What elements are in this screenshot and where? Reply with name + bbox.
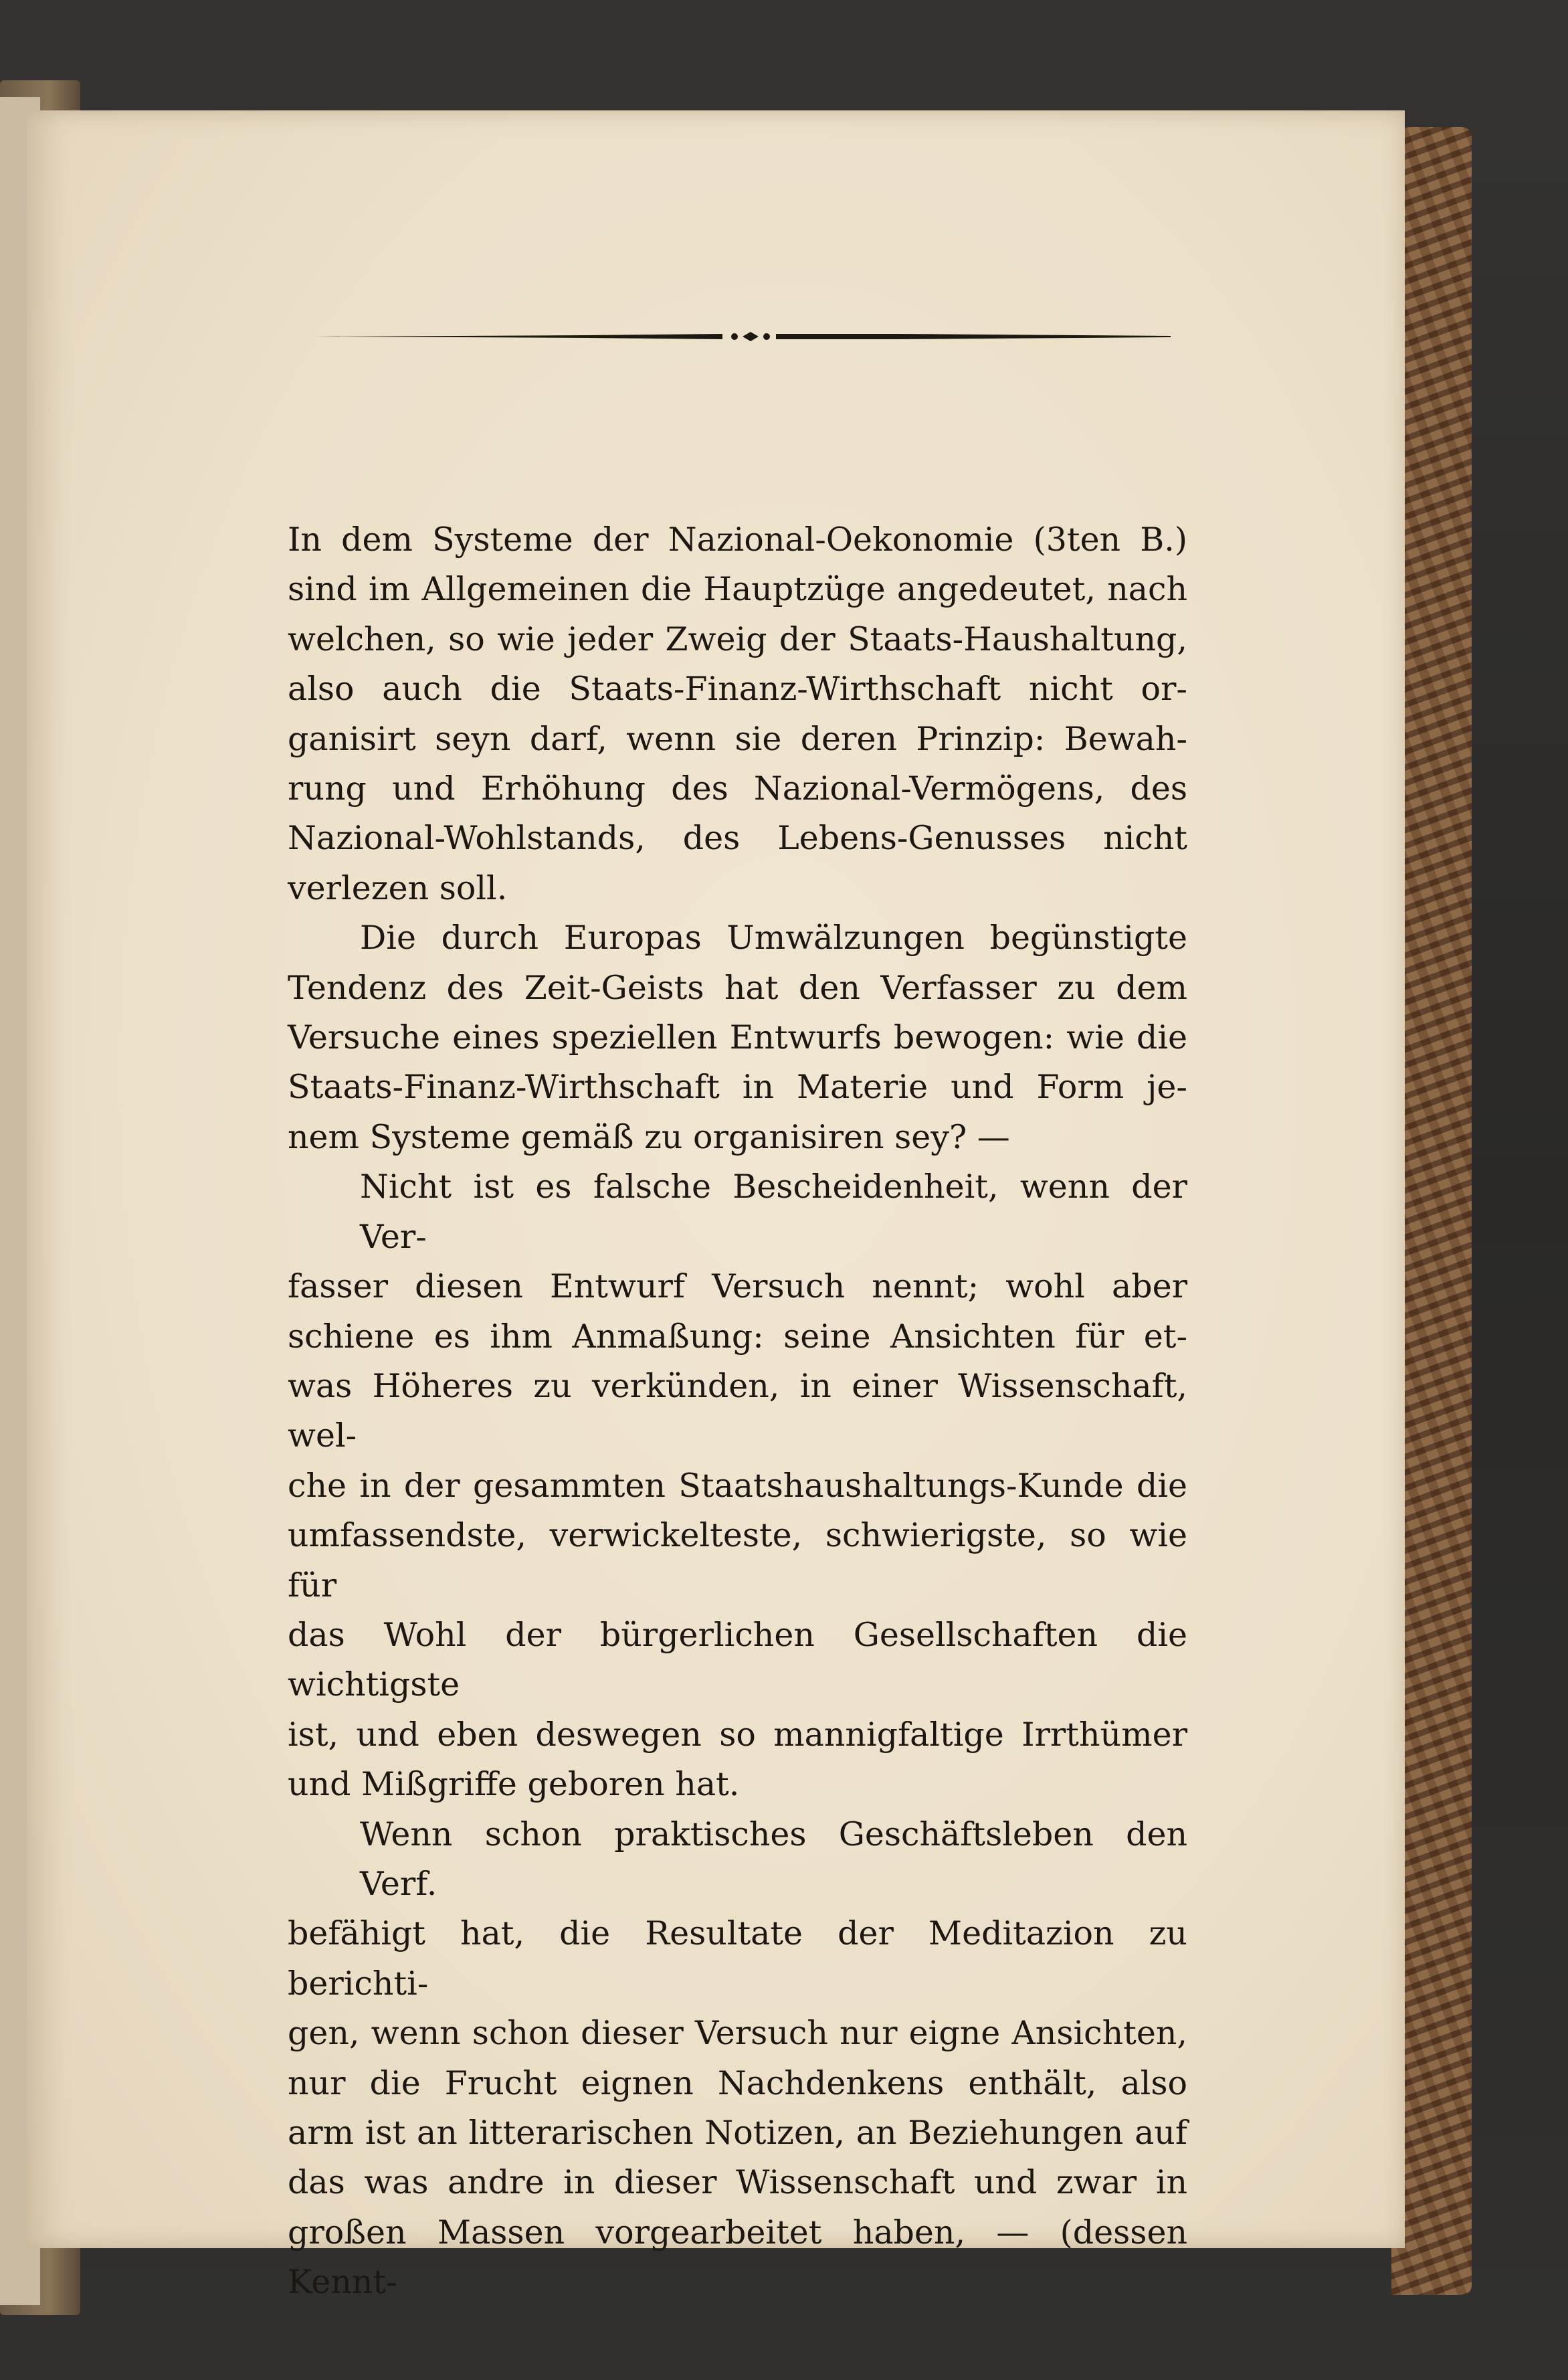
text-line: arm ist an litterarischen Notizen, an Beziehungen auf — [288, 2114, 1187, 2152]
paragraph-2 — [288, 913, 1187, 1162]
text-line: das Wohl der bürgerlichen Gesellschaften die wichtigste — [288, 1615, 1187, 1704]
text-line: Versuche eines speziellen Entwurfs bewogen: wie die — [288, 1018, 1187, 1057]
rule-left — [314, 334, 722, 339]
text-line: che in der gesammten Staatshaushaltungs-Kunde die — [288, 1466, 1187, 1505]
text-line: also auch die Staats-Finanz-Wirthschaft nicht or- — [288, 670, 1187, 709]
text-line: Tendenz des Zeit-Geists hat den Verfasser zu dem — [288, 968, 1187, 1007]
text-line: und Mißgriffe geboren hat. — [288, 1765, 740, 1804]
text-line: welchen, so wie jeder Zweig der Staats-Haushaltung, — [288, 620, 1187, 658]
text-line: was Höheres zu verkünden, in einer Wissenschaft, wel- — [288, 1366, 1187, 1455]
text-line: nem Systeme gemäß zu organisiren sey? — — [288, 1117, 1010, 1156]
text-line: das was andre in dieser Wissenschaft und zwar in — [288, 2163, 1187, 2202]
paragraph-1 — [288, 515, 1187, 913]
paragraph-4 — [288, 1810, 1187, 2308]
text-line: umfassendste, verwickelteste, schwierigste, so wie für — [288, 1516, 1187, 1605]
text-line: In dem Systeme der Nazional-Oekonomie (3ten B.) — [288, 521, 1187, 559]
text-line: verlezen soll. — [288, 868, 508, 907]
ornamental-rule — [314, 327, 1171, 347]
text-line: nur die Frucht eignen Nachdenkens enthält, also — [288, 2064, 1187, 2102]
text-line: rung und Erhöhung des Nazional-Vermögens, des — [288, 769, 1187, 808]
text-line: befähigt hat, die Resultate der Meditazion zu berichti- — [288, 1914, 1187, 2003]
rule-dot — [731, 333, 738, 340]
text-line: gen, wenn schon dieser Versuch nur eigne Ansichten, — [288, 2014, 1187, 2053]
text-line: Wenn schon praktisches Geschäftsleben den Verf. — [360, 1815, 1187, 1903]
text-line: Die durch Europas Umwälzungen begünstigte — [360, 919, 1187, 957]
rule-right — [776, 334, 1171, 339]
rule-diamond — [743, 332, 759, 341]
body-text — [288, 515, 1187, 2308]
text-line: sind im Allgemeinen die Hauptzüge angedeutet, nach — [288, 570, 1187, 609]
text-line: ist, und eben deswegen so mannigfaltige Irrthümer — [288, 1715, 1187, 1754]
text-line: großen Massen vorgearbeitet haben, — (dessen Kennt- — [288, 2213, 1187, 2302]
text-line: Nazional-Wohlstands, des Lebens-Genusses nicht — [288, 819, 1187, 858]
text-line: Nicht ist es falsche Bescheidenheit, wenn der Ver- — [360, 1168, 1187, 1256]
rule-dot — [763, 333, 770, 340]
text-line: fasser diesen Entwurf Versuch nennt; wohl aber — [288, 1267, 1187, 1306]
text-line: Staats-Finanz-Wirthschaft in Materie und Form je- — [288, 1068, 1187, 1107]
paragraph-3 — [288, 1162, 1187, 1809]
text-line: schiene es ihm Anmaßung: seine Ansichten für et- — [288, 1317, 1187, 1356]
text-line: ganisirt seyn darf, wenn sie deren Prinzip: Bewah- — [288, 719, 1187, 758]
